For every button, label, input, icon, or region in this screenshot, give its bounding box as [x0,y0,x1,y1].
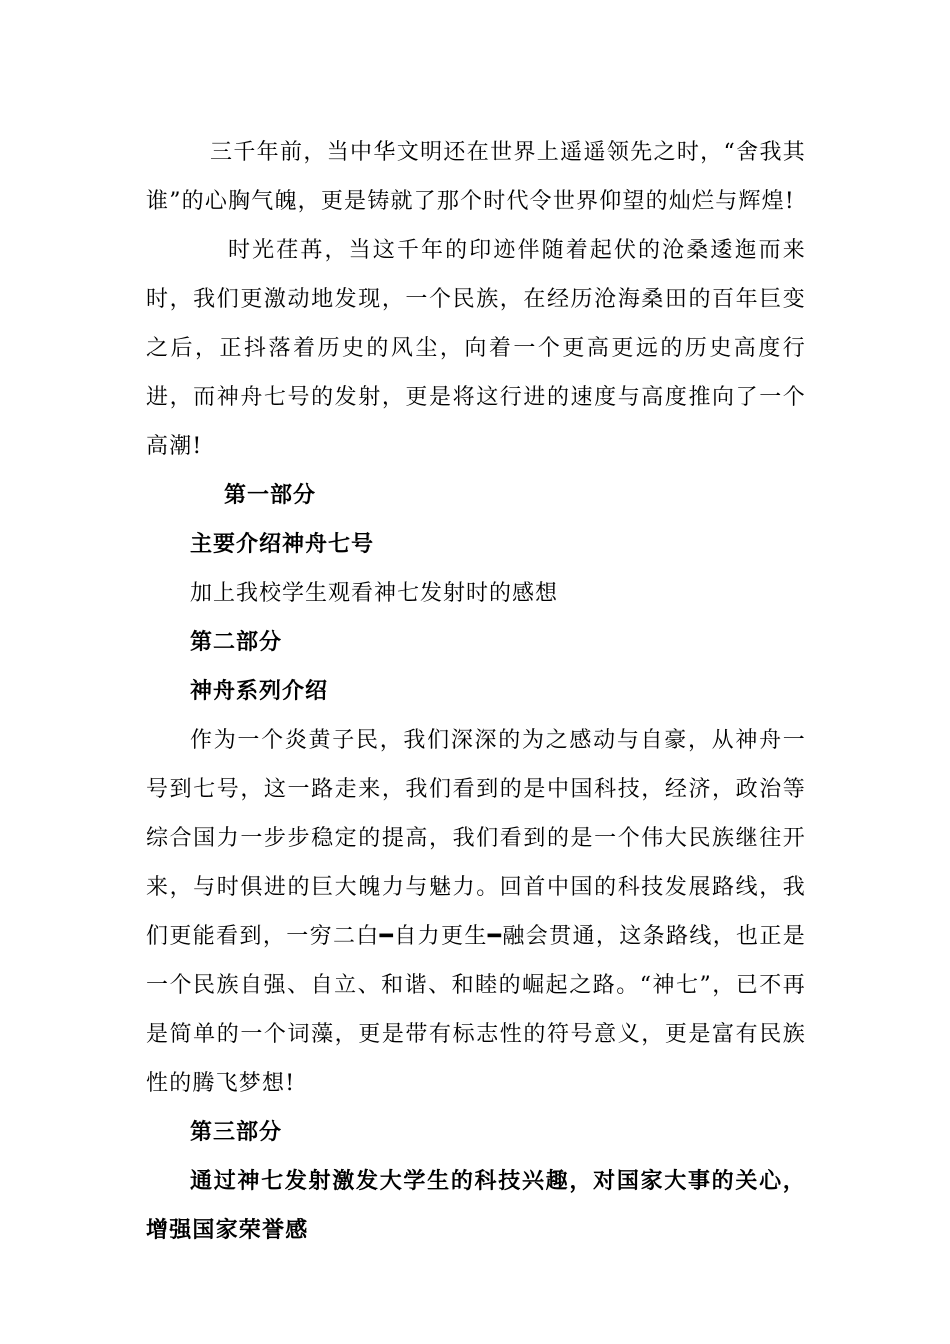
part-three-title: 通过神七发射激发大学生的科技兴趣，对国家大事的关心，增强国家荣誉感 [146,1168,806,1243]
intro-paragraph-1: 三千年前，当中华文明还在世界上遥遥领先之时，“舍我其谁”的心胸气魄，更是铸就了那个时代令世界仰望的灿烂与辉煌! [146,140,806,214]
part-two-title: 神舟系列介绍 [190,678,329,704]
part-two-heading: 第二部分 [190,629,283,655]
part-one-note: 加上我校学生观看神七发射时的感想 [190,581,559,606]
part-three-heading: 第三部分 [190,1119,283,1145]
intro-paragraph-2: 时光荏苒，当这千年的印迹伴随着起伏的沧桑逶迤而来时，我们更激动地发现，一个民族，在经历沧海桑田的百年巨变之后，正抖落着历史的风尘，向着一个更高更远的历史高度行进，而神舟七号的发射，更是将这行进的速度与高度推向了一个高潮! [146,238,806,459]
part-two-body: 作为一个炎黄子民，我们深深的为之感动与自豪，从神舟一号到七号，这一路走来，我们看到的是中国科技，经济，政治等综合国力一步步稳定的提高，我们看到的是一个伟大民族继往开来，与时俱进的巨大魄力与魅力。回首中国的科技发展路线，我们更能看到，一穷二白━自力更生━融会贯通，这条路线，也正是一个民族自强、自立、和谐、和睦的崛起之路。“神七”，已不再是简单的一个词藻，更是带有标志性的符号意义，更是富有民族性的腾飞梦想! [146,728,806,1096]
part-one-title: 主要介绍神舟七号 [190,531,375,557]
part-one-heading: 第一部分 [224,482,317,508]
document-body [146,128,806,1255]
